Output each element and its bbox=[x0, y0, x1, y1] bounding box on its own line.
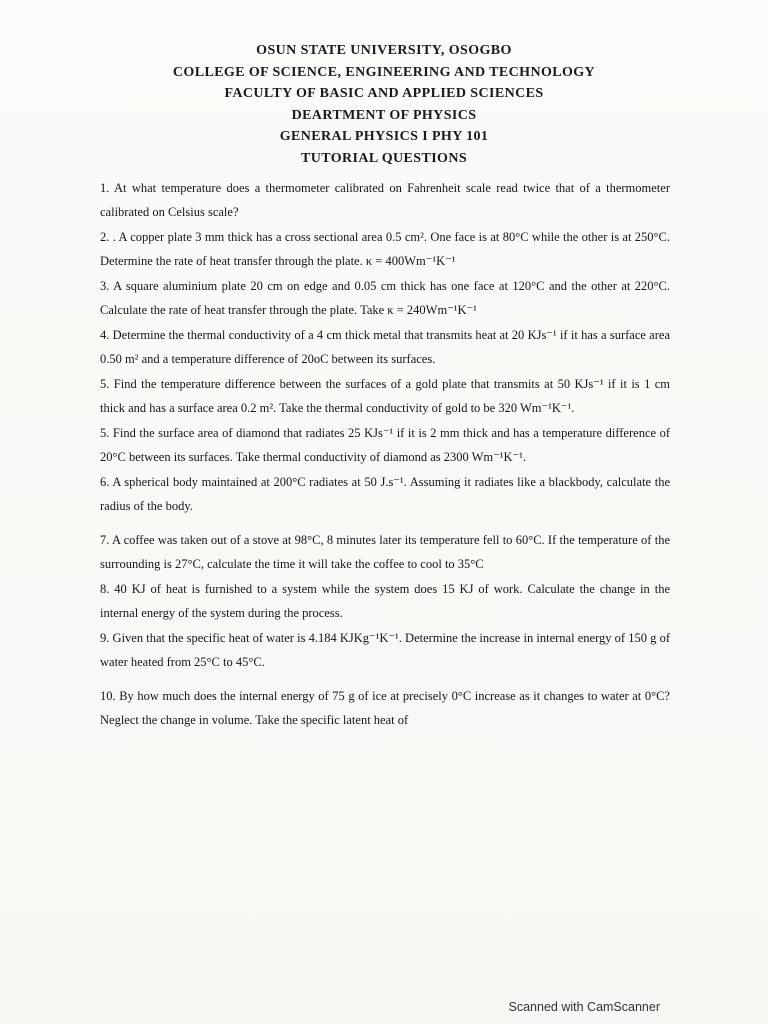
document-header bbox=[0, 40, 768, 169]
question-6: 6. A spherical body maintained at 200°C radiates at 50 J.s⁻¹. Assuming it radiates like a blackbody, calculate the radius of the body. bbox=[100, 475, 670, 513]
question-1: 1. At what temperature does a thermometer calibrated on Fahrenheit scale read twice that of a thermometer calibrated on Celsius scale? bbox=[100, 181, 670, 219]
question-list bbox=[100, 176, 670, 733]
question-5b: 5. Find the surface area of diamond that radiates 25 KJs⁻¹ if it is 2 mm thick and has a temperature difference of 20°C between its surfaces. Take thermal conductivity of diamond as 2300 Wm⁻¹K⁻¹. bbox=[100, 426, 670, 464]
question-7: 7. A coffee was taken out of a stove at 98°C, 8 minutes later its temperature fell to 60°C. If the temperature of the surrounding is 27°C, calculate the time it will take the coffee to cool to 35°C bbox=[100, 533, 670, 571]
college-name: COLLEGE OF SCIENCE, ENGINEERING AND TECHNOLOGY bbox=[172, 64, 596, 80]
document-title: TUTORIAL QUESTIONS bbox=[300, 150, 468, 166]
question-2: 2. . A copper plate 3 mm thick has a cross sectional area 0.5 cm². One face is at 80°C while the other is at 250°C. Determine the rate of heat transfer through the plate. κ = 400Wm⁻¹K⁻¹ bbox=[100, 230, 670, 268]
question-10: 10. By how much does the internal energy of 75 g of ice at precisely 0°C increase as it changes to water at 0°C? Neglect the change in volume. Take the specific latent heat of bbox=[100, 689, 670, 727]
question-9: 9. Given that the specific heat of water is 4.184 KJKg⁻¹K⁻¹. Determine the increase in internal energy of 150 g of water heated from 25°C to 45°C. bbox=[100, 631, 670, 669]
course-title: GENERAL PHYSICS I PHY 101 bbox=[279, 129, 489, 144]
department-name: DEARTMENT OF PHYSICS bbox=[291, 107, 477, 123]
question-5a: 5. Find the temperature difference between the surfaces of a gold plate that transmits at 50 KJs⁻¹ if it is 1 cm thick and has a surface area 0.2 m². Take the thermal conductivity of gold to be 320 Wm⁻¹K⁻¹. bbox=[100, 377, 670, 415]
question-8: 8. 40 KJ of heat is furnished to a system while the system does 15 KJ of work. Calculate the change in the internal energy of the system during the process. bbox=[100, 582, 670, 620]
university-name: OSUN STATE UNIVERSITY, OSOGBO bbox=[256, 43, 512, 58]
question-3: 3. A square aluminium plate 20 cm on edge and 0.05 cm thick has one face at 120°C and the other at 220°C. Calculate the rate of heat transfer through the plate. Take κ = 240Wm⁻¹K⁻¹ bbox=[100, 279, 670, 317]
camscanner-watermark: Scanned with CamScanner bbox=[508, 1000, 660, 1014]
question-4: 4. Determine the thermal conductivity of a 4 cm thick metal that transmits heat at 20 KJs⁻¹ if it has a surface area 0.50 m² and a temperature difference of 20oC between its surfaces. bbox=[100, 328, 670, 366]
faculty-name: FACULTY OF BASIC AND APPLIED SCIENCES bbox=[224, 86, 544, 101]
